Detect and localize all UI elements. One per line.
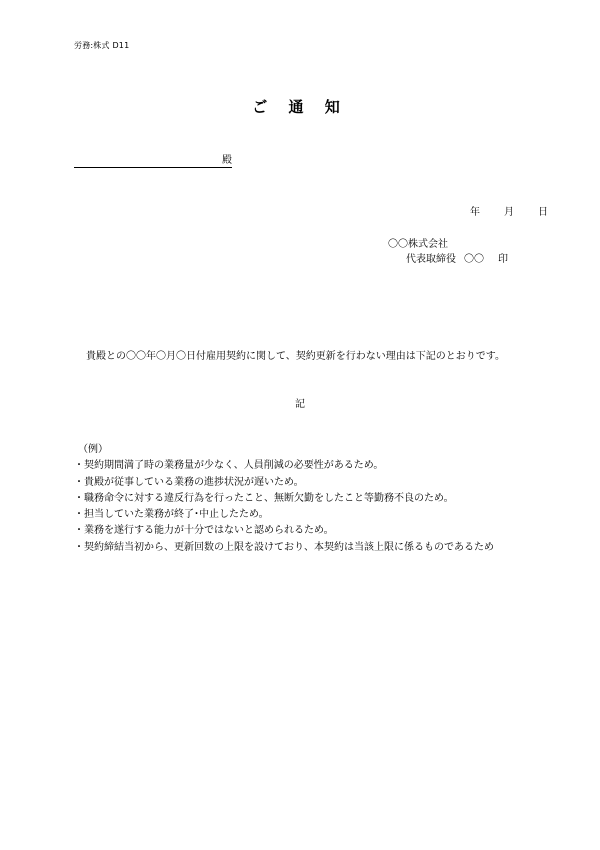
date-year-label: 年: [470, 207, 480, 218]
list-item: ・ 貴殿が従事している業務の進捗状況が遅いため。: [74, 475, 494, 491]
addressee-line: [74, 153, 232, 168]
body-paragraph: 貴殿との〇〇年〇月〇日付雇用契約に関して、契約更新を行わない理由は下記のとおりです。: [86, 351, 505, 362]
sender-name: 〇〇: [464, 254, 484, 265]
list-item: ・ 担当していた業務が終了･中止したため。: [74, 507, 494, 523]
examples-block: [74, 442, 494, 556]
date-month-label: 月: [504, 207, 514, 218]
list-item: ・ 業務を遂行する能力が十分ではないと認められるため。: [74, 523, 494, 539]
examples-list: [74, 458, 494, 556]
document-code: 労務:株式 D11: [74, 41, 130, 50]
document-title: ご 通 知: [252, 98, 348, 116]
sender-title: 代表取締役: [406, 254, 456, 265]
examples-heading: （例）: [78, 444, 108, 455]
list-item: ・ 契約締結当初から、更新回数の上限を設けており、本契約は当該上限に係るものであるため: [74, 540, 494, 556]
addressee-suffix: 殿: [222, 155, 232, 166]
list-item: ・ 職務命令に対する違反行為を行ったこと、無断欠勤をしたこと等勤務不良のため。: [74, 491, 494, 507]
date-line: [470, 203, 548, 218]
sender-representative: [406, 250, 508, 265]
ki-heading: 記: [295, 399, 305, 410]
list-item: ・ 契約期間満了時の業務量が少なく、人員削減の必要性があるため。: [74, 458, 494, 474]
sender-company: 〇〇株式会社: [388, 239, 448, 250]
sender-seal: 印: [498, 254, 508, 265]
date-day-label: 日: [538, 207, 548, 218]
